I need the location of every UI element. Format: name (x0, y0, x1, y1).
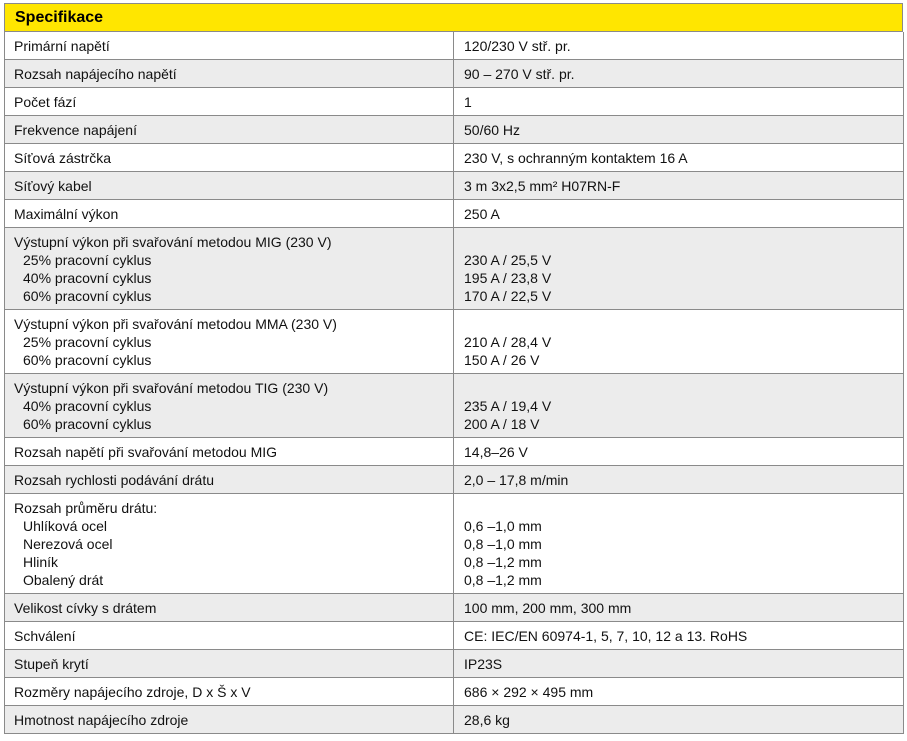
table-row (5, 32, 904, 60)
spec-rows (5, 32, 904, 734)
table-row (5, 650, 904, 678)
spec-value-cell: 90 – 270 V stř. pr. (454, 60, 904, 88)
table-row (5, 594, 904, 622)
spec-label-cell: Frekvence napájení (5, 116, 454, 144)
spec-group-label: Výstupní výkon při svařování metodou MMA (230 V) (14, 316, 337, 332)
spec-value-cell: 2,0 – 17,8 m/min (454, 466, 904, 494)
spec-sub-value: 0,8 –1,2 mm (464, 554, 542, 570)
spec-value-cell: 28,6 kg (454, 706, 904, 734)
spec-value-spacer (464, 233, 903, 251)
spec-label-cell (5, 310, 454, 374)
spec-sub-label: 40% pracovní cyklus (23, 270, 152, 286)
table-row (5, 374, 904, 438)
specification-table (4, 3, 903, 734)
spec-value-cell (454, 494, 904, 594)
spec-value-spacer (464, 315, 903, 333)
table-row (5, 228, 904, 310)
table-row (5, 172, 904, 200)
table-row (5, 60, 904, 88)
spec-value-cell: 3 m 3x2,5 mm² H07RN-F (454, 172, 904, 200)
table-row (5, 706, 904, 734)
spec-group-label: Výstupní výkon při svařování metodou MIG (230 V) (14, 234, 332, 250)
table-row (5, 88, 904, 116)
spec-label-cell: Hmotnost napájecího zdroje (5, 706, 454, 734)
spec-sub-value: 210 A / 28,4 V (464, 334, 552, 350)
spec-label-cell: Stupeň krytí (5, 650, 454, 678)
table-row (5, 466, 904, 494)
table-row (5, 438, 904, 466)
spec-label-cell: Primární napětí (5, 32, 454, 60)
spec-sub-label: Uhlíková ocel (23, 518, 108, 534)
spec-sub-label: Nerezová ocel (23, 536, 113, 552)
spec-sub-value: 200 A / 18 V (464, 416, 540, 432)
table-row (5, 494, 904, 594)
spec-group-label: Výstupní výkon při svařování metodou TIG (230 V) (14, 380, 329, 396)
spec-value-cell: IP23S (454, 650, 904, 678)
spec-value-spacer (464, 379, 903, 397)
spec-sub-value: 235 A / 19,4 V (464, 398, 552, 414)
spec-sub-label: 25% pracovní cyklus (23, 334, 152, 350)
table-title: Specifikace (4, 3, 903, 32)
spec-value-cell (454, 374, 904, 438)
spec-sub-value: 195 A / 23,8 V (464, 270, 552, 286)
spec-value-spacer (464, 499, 903, 517)
spec-group-label: Rozsah průměru drátu: (14, 500, 158, 516)
spec-sub-value: 150 A / 26 V (464, 352, 540, 368)
spec-label-cell: Rozsah rychlosti podávání drátu (5, 466, 454, 494)
spec-sub-value: 230 A / 25,5 V (464, 252, 552, 268)
spec-sub-label: Hliník (23, 554, 59, 570)
spec-label-cell: Počet fází (5, 88, 454, 116)
table-row (5, 144, 904, 172)
spec-sub-value: 0,8 –1,0 mm (464, 536, 542, 552)
spec-label-cell: Síťová zástrčka (5, 144, 454, 172)
spec-sub-value: 170 A / 22,5 V (464, 288, 552, 304)
spec-value-cell: 14,8–26 V (454, 438, 904, 466)
spec-value-cell: CE: IEC/EN 60974-1, 5, 7, 10, 12 a 13. RoHS (454, 622, 904, 650)
spec-label-cell: Schválení (5, 622, 454, 650)
spec-value-cell (454, 228, 904, 310)
spec-label-cell (5, 228, 454, 310)
spec-sub-value: 0,8 –1,2 mm (464, 572, 542, 588)
spec-value-cell (454, 310, 904, 374)
table-row (5, 310, 904, 374)
spec-label-cell: Rozsah napájecího napětí (5, 60, 454, 88)
spec-value-cell: 230 V, s ochranným kontaktem 16 A (454, 144, 904, 172)
spec-label-cell: Rozsah napětí při svařování metodou MIG (5, 438, 454, 466)
spec-sub-label: 40% pracovní cyklus (23, 398, 152, 414)
spec-value-cell: 120/230 V stř. pr. (454, 32, 904, 60)
spec-value-cell: 1 (454, 88, 904, 116)
table-row (5, 678, 904, 706)
spec-label-cell: Síťový kabel (5, 172, 454, 200)
spec-label-cell (5, 374, 454, 438)
spec-label-cell (5, 494, 454, 594)
spec-value-cell: 686 × 292 × 495 mm (454, 678, 904, 706)
table-row (5, 622, 904, 650)
table-row (5, 116, 904, 144)
spec-sub-label: 60% pracovní cyklus (23, 352, 152, 368)
spec-label-cell: Velikost cívky s drátem (5, 594, 454, 622)
spec-value-cell: 100 mm, 200 mm, 300 mm (454, 594, 904, 622)
spec-sub-label: Obalený drát (23, 572, 104, 588)
spec-label-cell: Maximální výkon (5, 200, 454, 228)
spec-label-cell: Rozměry napájecího zdroje, D x Š x V (5, 678, 454, 706)
spec-sub-label: 60% pracovní cyklus (23, 288, 152, 304)
spec-sub-value: 0,6 –1,0 mm (464, 518, 542, 534)
spec-table-body (4, 32, 904, 734)
spec-value-cell: 250 A (454, 200, 904, 228)
spec-sub-label: 60% pracovní cyklus (23, 416, 152, 432)
table-row (5, 200, 904, 228)
spec-sub-label: 25% pracovní cyklus (23, 252, 152, 268)
spec-value-cell: 50/60 Hz (454, 116, 904, 144)
